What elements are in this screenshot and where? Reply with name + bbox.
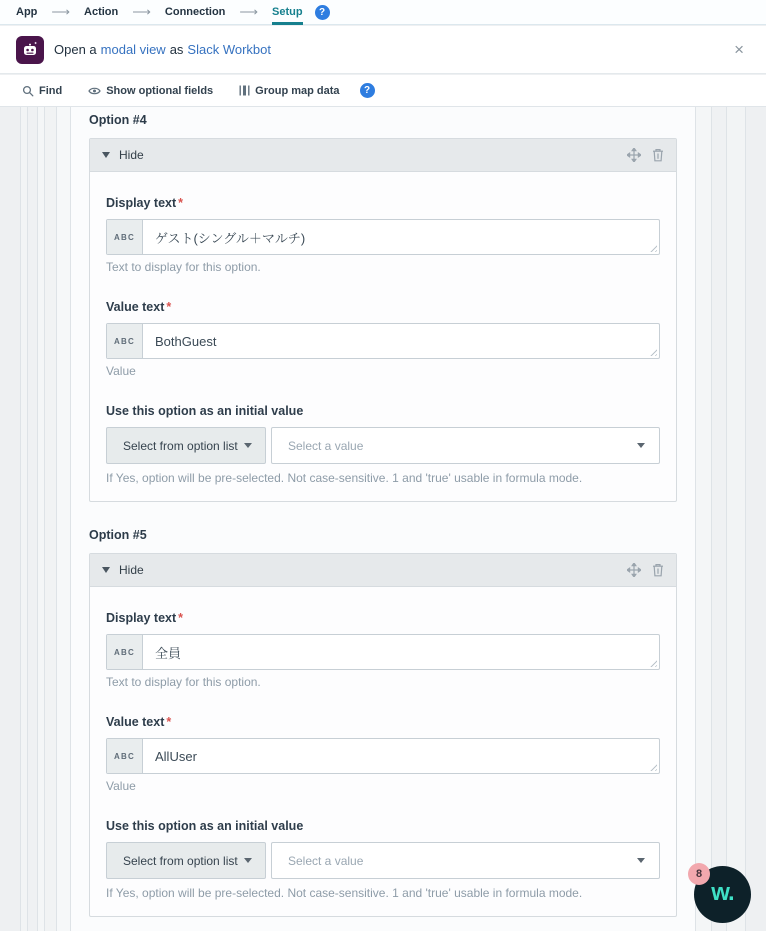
display-text-field: [106, 634, 660, 670]
field-help: Value: [106, 779, 136, 793]
chevron-down-icon: [102, 567, 110, 573]
input-mode-label: Select from option list: [123, 438, 238, 453]
nav-step-connection[interactable]: [165, 0, 226, 25]
option-panel-body: [90, 587, 676, 916]
input-mode-select[interactable]: [106, 427, 266, 464]
workato-logo-icon: w.: [711, 878, 734, 906]
title-connector: as: [169, 42, 184, 57]
display-text-label: Display text *: [106, 611, 184, 625]
option-4-section: [89, 113, 677, 502]
display-text-field: [106, 219, 660, 255]
arrow-right-icon: ⟶: [132, 4, 151, 19]
modal-header: [0, 26, 766, 74]
required-mark: *: [166, 715, 172, 729]
modal-view-link[interactable]: modal view: [100, 42, 166, 57]
input-mode-select[interactable]: [106, 842, 266, 879]
nav-step-label: App: [16, 5, 38, 18]
field-help: Value: [106, 364, 136, 378]
value-text-label: Value text *: [106, 300, 172, 314]
group-map-data-label: Group map data: [255, 84, 340, 97]
group-columns-icon: [239, 85, 250, 96]
required-mark: *: [178, 196, 184, 210]
select-placeholder: Select a value: [288, 438, 364, 453]
initial-value-label: Use this option as an initial value: [106, 404, 304, 418]
field-toolbar: [0, 75, 766, 107]
text-type-addon: ABC: [107, 324, 143, 358]
arrow-right-icon: ⟶: [239, 4, 259, 19]
chevron-down-icon: [102, 152, 110, 158]
field-help: If Yes, option will be pre-selected. Not case-sensitive. 1 and 'true' usable in formula mode.: [106, 886, 583, 900]
show-optional-fields-label: Show optional fields: [106, 84, 214, 97]
help-icon[interactable]: ?: [360, 83, 375, 98]
caret-down-icon: [244, 443, 252, 448]
hide-toggle[interactable]: [102, 563, 144, 577]
value-text-input[interactable]: AllUser: [155, 748, 197, 764]
nav-step-label: Connection: [164, 5, 226, 18]
workato-assistant-button[interactable]: [694, 866, 751, 923]
setup-form-canvas: [0, 107, 766, 931]
initial-value-label: Use this option as an initial value: [106, 819, 304, 833]
hide-label: Hide: [119, 563, 144, 577]
initial-value-row: [106, 427, 660, 464]
option-panel: [89, 553, 677, 917]
initial-value-select[interactable]: [271, 427, 660, 464]
option-heading: Option #5: [89, 528, 147, 542]
nav-step-app[interactable]: [16, 0, 37, 25]
initial-value-select[interactable]: [271, 842, 660, 879]
required-mark: *: [166, 300, 172, 314]
text-type-addon: ABC: [107, 739, 143, 773]
notification-badge: 8: [688, 863, 710, 885]
display-text-label: Display text *: [106, 196, 184, 210]
nav-step-label: Action: [84, 5, 119, 18]
select-placeholder: Select a value: [288, 853, 364, 868]
option-5-section: [89, 528, 677, 917]
option-panel-header: [90, 139, 676, 172]
caret-down-icon: [637, 443, 645, 448]
search-icon: [22, 85, 34, 97]
field-help: Text to display for this option.: [106, 260, 261, 274]
eye-icon: [88, 86, 101, 96]
field-help: Text to display for this option.: [106, 675, 261, 689]
arrow-right-icon: ⟶: [51, 4, 71, 19]
value-text-field: [106, 323, 660, 359]
trash-icon[interactable]: [652, 148, 664, 162]
value-text-input[interactable]: BothGuest: [155, 333, 217, 349]
display-text-input[interactable]: 全員: [155, 645, 182, 661]
option-panel-body: [90, 172, 676, 501]
text-type-addon: ABC: [107, 635, 143, 669]
find-button[interactable]: [22, 85, 62, 97]
nav-step-setup[interactable]: [272, 0, 303, 25]
nav-step-label: Setup: [272, 5, 303, 18]
step-nav: [0, 0, 766, 25]
hide-label: Hide: [119, 148, 144, 162]
caret-down-icon: [244, 858, 252, 863]
nav-step-action[interactable]: [84, 0, 118, 25]
show-optional-fields-button[interactable]: [88, 85, 213, 97]
option-heading: Option #4: [89, 113, 147, 127]
group-map-data-button[interactable]: [239, 85, 339, 97]
slack-workbot-link[interactable]: Slack Workbot: [187, 42, 271, 57]
help-icon[interactable]: ?: [315, 5, 330, 20]
required-mark: *: [178, 611, 184, 625]
option-panel: [89, 138, 677, 502]
caret-down-icon: [637, 858, 645, 863]
value-text-label: Value text *: [106, 715, 172, 729]
move-icon[interactable]: [627, 563, 641, 577]
text-type-addon: ABC: [107, 220, 143, 254]
trash-icon[interactable]: [652, 563, 664, 577]
option-panel-header: [90, 554, 676, 587]
find-label: Find: [39, 84, 63, 97]
initial-value-row: [106, 842, 660, 879]
input-mode-label: Select from option list: [123, 853, 238, 868]
move-icon[interactable]: [627, 148, 641, 162]
hide-toggle[interactable]: [102, 148, 144, 162]
display-text-input[interactable]: ゲスト(シングル＋マルチ): [155, 230, 306, 246]
title-prefix: Open a: [54, 42, 97, 57]
modal-title: [54, 42, 275, 57]
value-text-field: [106, 738, 660, 774]
workbot-app-icon: [16, 36, 44, 64]
close-icon[interactable]: ×: [734, 40, 744, 59]
field-help: If Yes, option will be pre-selected. Not case-sensitive. 1 and 'true' usable in formula mode.: [106, 471, 583, 485]
robot-icon: [20, 40, 40, 60]
options-list-panel: [70, 107, 696, 931]
